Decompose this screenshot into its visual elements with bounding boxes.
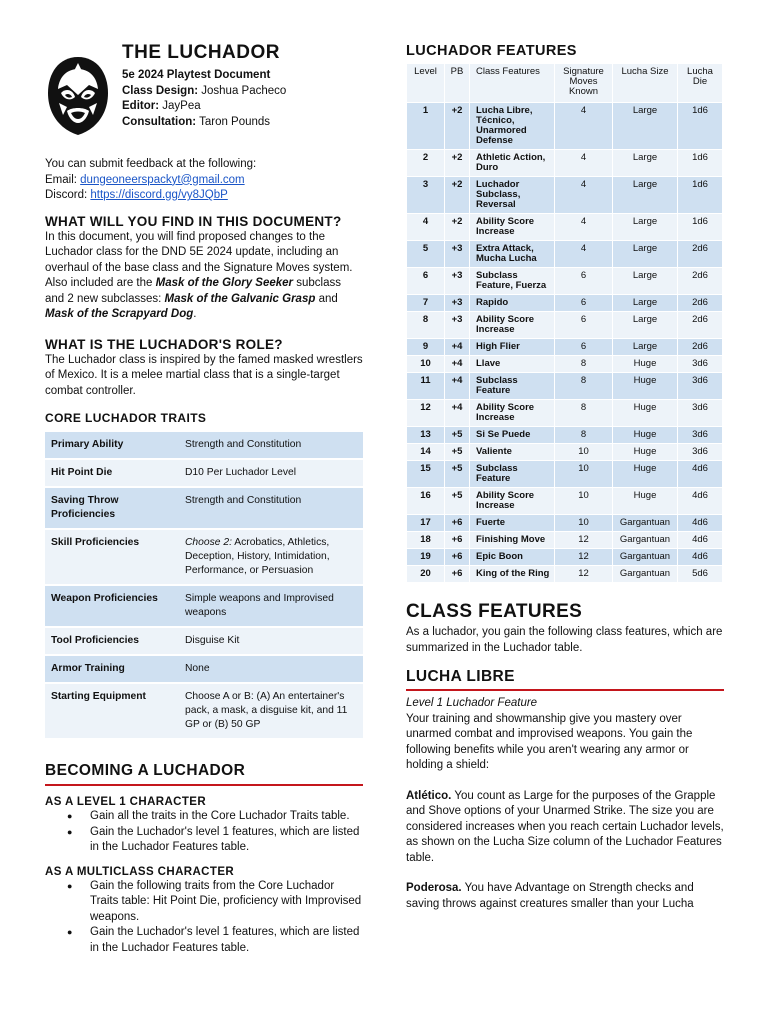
table-cell: +4 — [445, 339, 469, 355]
atletico-paragraph: Atlético. You count as Large for the purposes of the Grapple and Shove options of your Unarmed Strike. The size you are considered increases when you reach certain Luchador levels, as shown on the Lucha Size column of the Luchador Features table. — [406, 789, 724, 864]
table-row — [407, 427, 722, 443]
table-row — [407, 461, 722, 487]
table-cell: 12 — [555, 532, 612, 548]
table-cell: 3d6 — [678, 444, 722, 460]
features-table-body — [407, 103, 722, 582]
table-row — [407, 532, 722, 548]
table-cell: +4 — [445, 356, 469, 372]
header-text — [122, 40, 286, 130]
table-cell: +3 — [445, 295, 469, 311]
table-row — [407, 150, 722, 176]
class-features-heading: CLASS FEATURES — [406, 601, 583, 622]
table-cell: 3 — [407, 177, 444, 213]
table-cell: Finishing Move — [470, 532, 554, 548]
table-cell: +3 — [445, 268, 469, 294]
level1-heading: AS A LEVEL 1 CHARACTER — [45, 796, 207, 808]
table-cell: Huge — [613, 356, 677, 372]
table-cell: Rapido — [470, 295, 554, 311]
table-cell: 2d6 — [678, 241, 722, 267]
table-cell: 5d6 — [678, 566, 722, 582]
table-cell: Ability Score Increase — [470, 312, 554, 338]
table-cell: 4d6 — [678, 549, 722, 565]
lucha-libre-intro: Your training and showmanship give you mastery over unarmed combat and improvised weapons. You gain the following benefits while you aren't wearing any armor or holding a shield: — [406, 712, 693, 771]
document-header — [45, 40, 363, 140]
table-cell: Valiente — [470, 444, 554, 460]
discord-link[interactable]: https://discord.gg/vy8JQbP — [90, 189, 228, 201]
table-cell: 8 — [555, 400, 612, 426]
table-row — [407, 373, 722, 399]
table-cell: 12 — [555, 566, 612, 582]
table-cell: Large — [613, 268, 677, 294]
table-cell: 1d6 — [678, 214, 722, 240]
table-cell: 3d6 — [678, 427, 722, 443]
table-cell: King of the Ring — [470, 566, 554, 582]
table-cell: Ability Score Increase — [470, 214, 554, 240]
table-cell: 10 — [407, 356, 444, 372]
table-cell: High Flier — [470, 339, 554, 355]
table-cell: 18 — [407, 532, 444, 548]
table-cell: +5 — [445, 461, 469, 487]
table-row — [407, 356, 722, 372]
table-cell: 13 — [407, 427, 444, 443]
table-cell: 4 — [407, 214, 444, 240]
multiclass-list — [45, 879, 363, 957]
table-row — [407, 214, 722, 240]
table-row — [407, 177, 722, 213]
table-row: Primary Ability Strength and Constitution — [45, 432, 363, 458]
email-link[interactable]: dungeoneerspackyt@gmail.com — [80, 173, 245, 186]
table-cell: Llave — [470, 356, 554, 372]
table-cell: 10 — [555, 488, 612, 514]
table-cell: 12 — [555, 549, 612, 565]
table-cell: Gargantuan — [613, 566, 677, 582]
table-row: Tool Proficiencies Disguise Kit — [45, 628, 363, 654]
table-row: Armor Training None — [45, 656, 363, 682]
becoming-heading: BECOMING A LUCHADOR — [45, 762, 363, 786]
table-cell: +5 — [445, 488, 469, 514]
table-header-row — [407, 64, 722, 102]
table-cell: 16 — [407, 488, 444, 514]
luchador-features-table — [406, 63, 723, 583]
table-row: Weapon Proficiencies Simple weapons and Improvised weapons — [45, 586, 363, 626]
table-cell: Subclass Feature, Fuerza — [470, 268, 554, 294]
table-cell: 8 — [555, 373, 612, 399]
table-cell: Gargantuan — [613, 549, 677, 565]
table-cell: 6 — [555, 339, 612, 355]
table-row — [407, 400, 722, 426]
table-cell: 1d6 — [678, 150, 722, 176]
luchador-mask-icon — [45, 55, 111, 137]
table-cell: Large — [613, 339, 677, 355]
table-cell: Lucha Libre, Técnico, Unarmored Defense — [470, 103, 554, 149]
table-cell: 8 — [407, 312, 444, 338]
table-cell: +5 — [445, 427, 469, 443]
table-cell: 12 — [407, 400, 444, 426]
table-cell: 3d6 — [678, 373, 722, 399]
table-cell: Large — [613, 177, 677, 213]
core-traits-heading: CORE LUCHADOR TRAITS — [45, 411, 207, 425]
table-row: Starting Equipment Choose A or B: (A) An entertainer's pack, a mask, a disguise kit, and 11 GP or (B) 50 GP — [45, 684, 363, 738]
table-cell: 2d6 — [678, 295, 722, 311]
column-header: PB — [445, 64, 469, 102]
table-cell: 2d6 — [678, 268, 722, 294]
table-row: Saving Throw Proficiencies Strength and Constitution — [45, 488, 363, 528]
lucha-libre-heading: LUCHA LIBRE — [406, 668, 724, 691]
table-cell: +2 — [445, 177, 469, 213]
column-header: Class Features — [470, 64, 554, 102]
list-item: ● Gain the following traits from the Core Luchador Traits table: Hit Point Die, proficiency with Improvised weapons. — [45, 879, 363, 926]
right-column — [406, 40, 724, 912]
features-table-heading: LUCHADOR FEATURES — [406, 43, 577, 59]
class-features-intro: As a luchador, you gain the following class features, which are summarized in the Luchador table. — [406, 626, 723, 654]
table-cell: 4 — [555, 103, 612, 149]
document-subtitle: 5e 2024 Playtest Document — [122, 69, 271, 81]
poderosa-paragraph: Poderosa. You have Advantage on Strength checks and saving throws against creatures smaller than your Lucha — [406, 882, 694, 910]
column-header: Signature Moves Known — [555, 64, 612, 102]
table-cell: 15 — [407, 461, 444, 487]
table-cell: +2 — [445, 214, 469, 240]
table-cell: 6 — [555, 312, 612, 338]
table-cell: 2 — [407, 150, 444, 176]
column-header: Lucha Die — [678, 64, 722, 102]
table-cell: Ability Score Increase — [470, 400, 554, 426]
table-cell: 1d6 — [678, 177, 722, 213]
table-cell: +2 — [445, 103, 469, 149]
table-cell: +3 — [445, 241, 469, 267]
list-item: ● Gain all the traits in the Core Luchador Traits table. — [45, 809, 363, 825]
table-cell: 4 — [555, 214, 612, 240]
table-row: Hit Point Die D10 Per Luchador Level — [45, 460, 363, 486]
table-row — [407, 103, 722, 149]
table-cell: 2d6 — [678, 339, 722, 355]
table-cell: 4 — [555, 177, 612, 213]
table-cell: 6 — [555, 268, 612, 294]
table-cell: +6 — [445, 549, 469, 565]
table-cell: Large — [613, 214, 677, 240]
table-cell: 5 — [407, 241, 444, 267]
table-cell: 4 — [555, 241, 612, 267]
table-row — [407, 268, 722, 294]
table-cell: +6 — [445, 532, 469, 548]
lucha-libre-level-note: Level 1 Luchador Feature — [406, 697, 538, 709]
table-cell: 2d6 — [678, 312, 722, 338]
table-row — [407, 312, 722, 338]
table-row — [407, 444, 722, 460]
table-cell: +4 — [445, 373, 469, 399]
table-cell: Huge — [613, 461, 677, 487]
table-row — [407, 488, 722, 514]
table-cell: Huge — [613, 488, 677, 514]
table-cell: 4d6 — [678, 461, 722, 487]
table-cell: 10 — [555, 461, 612, 487]
table-cell: +3 — [445, 312, 469, 338]
table-cell: Gargantuan — [613, 532, 677, 548]
table-cell: +2 — [445, 150, 469, 176]
table-row — [407, 566, 722, 582]
list-item: ● Gain the Luchador's level 1 features, which are listed in the Luchador Features table. — [45, 925, 363, 956]
table-cell: Large — [613, 312, 677, 338]
table-cell: 8 — [555, 427, 612, 443]
table-cell: +4 — [445, 400, 469, 426]
table-cell: Large — [613, 103, 677, 149]
credit-class-design: Class Design: Joshua Pacheco — [122, 84, 287, 97]
table-cell: Luchador Subclass, Reversal — [470, 177, 554, 213]
left-column — [45, 40, 363, 956]
table-cell: Huge — [613, 373, 677, 399]
table-cell: 20 — [407, 566, 444, 582]
table-cell: Subclass Feature — [470, 461, 554, 487]
table-cell: 4d6 — [678, 488, 722, 514]
find-paragraph: In this document, you will find proposed changes to the Luchador class for the DND 5E 2024 update, including an overhaul of the base class and the Signature Moves system. Also included are the Mask of the Glory Seeker subclass and 2 new subclasses: Mask of the Galvanic Grasp and Mask of the Scrapyard Dog. — [45, 230, 353, 320]
table-cell: Subclass Feature — [470, 373, 554, 399]
table-cell: 8 — [555, 356, 612, 372]
feedback-intro: You can submit feedback at the following: — [45, 158, 257, 170]
table-row — [407, 549, 722, 565]
feedback-section — [45, 157, 363, 204]
table-cell: Huge — [613, 427, 677, 443]
table-cell: 4 — [555, 150, 612, 176]
table-cell: 1 — [407, 103, 444, 149]
table-row — [407, 295, 722, 311]
table-cell: 10 — [555, 444, 612, 460]
table-row — [407, 241, 722, 267]
table-cell: 9 — [407, 339, 444, 355]
table-cell: 6 — [407, 268, 444, 294]
table-cell: 1d6 — [678, 103, 722, 149]
table-cell: 3d6 — [678, 400, 722, 426]
table-cell: Extra Attack, Mucha Lucha — [470, 241, 554, 267]
table-row — [407, 339, 722, 355]
table-cell: 10 — [555, 515, 612, 531]
column-header: Level — [407, 64, 444, 102]
table-cell: 3d6 — [678, 356, 722, 372]
table-cell: 14 — [407, 444, 444, 460]
document-title: THE LUCHADOR — [122, 42, 280, 63]
column-header: Lucha Size — [613, 64, 677, 102]
table-cell: Si Se Puede — [470, 427, 554, 443]
table-cell: Large — [613, 150, 677, 176]
table-cell: +6 — [445, 566, 469, 582]
level1-list — [45, 809, 363, 856]
role-paragraph: The Luchador class is inspired by the famed masked wrestlers of Mexico. It is a melee martial class that is a single-target combat controller. — [45, 353, 363, 397]
list-item: ● Gain the Luchador's level 1 features, which are listed in the Luchador Features table. — [45, 825, 363, 856]
table-cell: 11 — [407, 373, 444, 399]
table-cell: 7 — [407, 295, 444, 311]
table-cell: 19 — [407, 549, 444, 565]
table-cell: Large — [613, 295, 677, 311]
table-cell: Ability Score Increase — [470, 488, 554, 514]
table-row — [407, 515, 722, 531]
role-heading: WHAT IS THE LUCHADOR'S ROLE? — [45, 336, 283, 352]
find-heading: WHAT WILL YOU FIND IN THIS DOCUMENT? — [45, 213, 342, 229]
table-cell: 4d6 — [678, 532, 722, 548]
feedback-email-line: Email: dungeoneerspackyt@gmail.com — [45, 173, 245, 186]
table-cell: Huge — [613, 400, 677, 426]
multiclass-heading: AS A MULTICLASS CHARACTER — [45, 865, 235, 878]
credit-consultation: Consultation: Taron Pounds — [122, 115, 271, 128]
table-cell: Huge — [613, 444, 677, 460]
table-cell: Epic Boon — [470, 549, 554, 565]
table-cell: Gargantuan — [613, 515, 677, 531]
credit-editor: Editor: JayPea — [122, 100, 201, 112]
table-cell: 4d6 — [678, 515, 722, 531]
table-cell: Fuerte — [470, 515, 554, 531]
table-cell: Large — [613, 241, 677, 267]
core-traits-table — [45, 430, 363, 740]
feedback-discord-line: Discord: https://discord.gg/vy8JQbP — [45, 189, 228, 201]
table-cell: 17 — [407, 515, 444, 531]
table-cell: Athletic Action, Duro — [470, 150, 554, 176]
table-cell: +6 — [445, 515, 469, 531]
table-row: Skill Proficiencies Choose 2: Acrobatics, Athletics, Deception, History, Intimidation, Performance, or Persuasion — [45, 530, 363, 584]
table-cell: 6 — [555, 295, 612, 311]
table-cell: +5 — [445, 444, 469, 460]
